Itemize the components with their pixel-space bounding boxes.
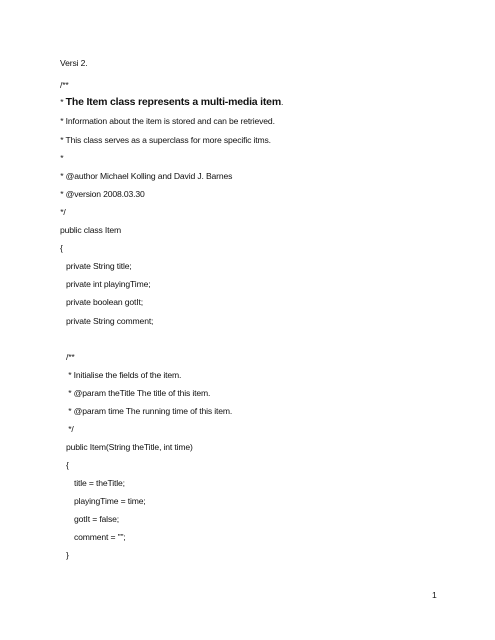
heading-period: . (280, 97, 284, 107)
version-line: Versi 2. (60, 58, 88, 68)
ctor-comment-param-title: * @param theTitle The title of this item. (66, 388, 211, 398)
ctor-comment-param-time: * @param time The running time of this item. (66, 406, 233, 416)
class-open-brace: { (60, 243, 63, 253)
page-number: 1 (432, 590, 437, 600)
comment-open: /** (60, 80, 69, 90)
ctor-assign-title: title = theTitle; (74, 478, 125, 488)
class-declaration: public class Item (60, 225, 121, 235)
heading-star: * (58, 97, 66, 107)
class-heading (58, 97, 283, 108)
ctor-signature: public Item(String theTitle, int time) (66, 442, 193, 452)
ctor-comment-close: */ (66, 424, 74, 434)
comment-line-superclass: * This class serves as a superclass for more specific itms. (58, 135, 271, 145)
field-got-it: private boolean gotIt; (66, 297, 143, 307)
ctor-comment-initialise: * Initialise the fields of the item. (66, 370, 182, 380)
comment-line-info: * Information about the item is stored and can be retrieved. (58, 116, 275, 126)
ctor-close-brace: } (66, 550, 69, 560)
comment-line-star: * (58, 153, 64, 163)
ctor-open-brace: { (66, 460, 69, 470)
field-title: private String title; (66, 261, 132, 271)
comment-close: */ (58, 207, 66, 217)
ctor-comment-open: /** (66, 352, 75, 362)
comment-line-version: * @version 2008.03.30 (58, 189, 145, 199)
field-comment: private String comment; (66, 316, 154, 326)
ctor-assign-playing-time: playingTime = time; (74, 496, 146, 506)
ctor-assign-comment: comment = ""; (74, 532, 126, 542)
ctor-assign-got-it: gotIt = false; (74, 514, 119, 524)
comment-line-author: * @author Michael Kolling and David J. Barnes (58, 171, 233, 181)
field-playing-time: private int playingTime; (66, 279, 151, 289)
heading-text: The Item class represents a multi-media item (65, 96, 281, 108)
